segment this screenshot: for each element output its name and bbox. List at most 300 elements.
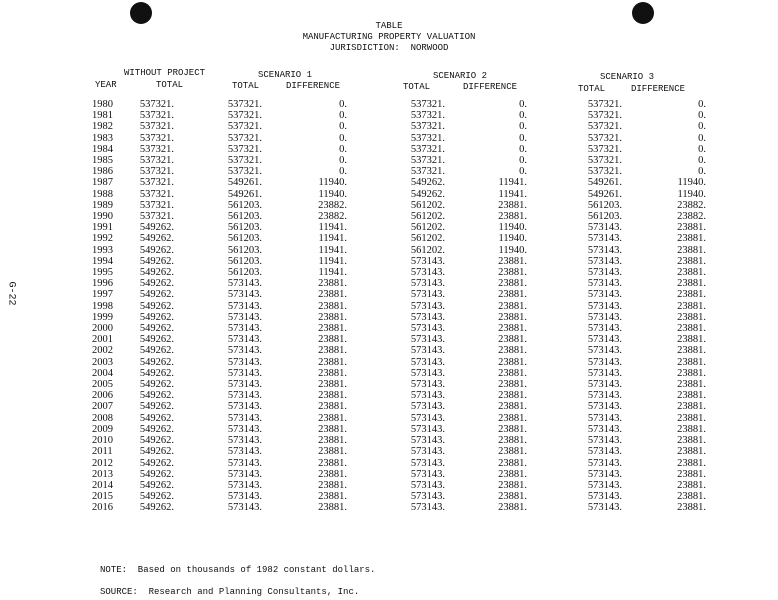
table-row [92, 502, 706, 513]
scenario-2-total-cell: 573143. [410, 401, 445, 413]
scenario-2-difference-cell: 0. [519, 166, 527, 178]
year-cell: 1981 [92, 110, 113, 122]
scenario-3-difference-cell: 23881. [677, 244, 706, 256]
scenario-1-total-cell: 537321. [227, 99, 262, 110]
year-cell: 1988 [92, 188, 113, 200]
scenario-1-total-cell: 537321. [227, 166, 262, 178]
table-row [92, 99, 706, 110]
scenario-3-total-cell: 573143. [587, 390, 622, 402]
scenario-1-difference-cell: 0. [339, 166, 347, 178]
table-row [92, 424, 706, 435]
scenario-3-total-cell: 537321. [587, 110, 622, 122]
without-project-total-cell: 549262. [139, 479, 174, 491]
table-row [92, 245, 706, 256]
scenario-3-total-cell: 537321. [587, 143, 622, 155]
jurisdiction-label: JURISDICTION: NORWOOD [329, 43, 449, 53]
year-cell: 1996 [92, 278, 113, 290]
header-scenario-3: SCENARIO 3 [600, 72, 655, 82]
table-row [92, 446, 706, 457]
scenario-2-difference-cell: 23881. [498, 446, 527, 458]
scenario-2-total-cell: 537321. [410, 121, 445, 133]
scenario-2-difference-cell: 23881. [498, 323, 527, 335]
scenario-3-total-cell: 561203. [587, 199, 622, 211]
scenario-2-total-cell: 573143. [410, 311, 445, 323]
scenario-2-difference-cell: 11940. [498, 244, 527, 256]
scenario-1-total-cell: 561203. [227, 255, 262, 267]
header-scenario-3-difference: DIFFERENCE [631, 84, 686, 94]
table-row [92, 121, 706, 132]
without-project-total-cell: 549262. [139, 222, 174, 234]
scenario-3-difference-cell: 23881. [677, 222, 706, 234]
scenario-3-difference-cell: 23881. [677, 233, 706, 245]
year-cell: 1987 [92, 177, 113, 189]
without-project-total-cell: 537321. [139, 188, 174, 200]
table-row [92, 334, 706, 345]
scenario-3-total-cell: 573143. [587, 457, 622, 469]
scenario-2-difference-cell: 0. [519, 99, 527, 110]
scenario-2-total-cell: 537321. [410, 110, 445, 122]
scenario-3-difference-cell: 0. [698, 99, 706, 110]
table-row [92, 491, 706, 502]
scenario-2-difference-cell: 23881. [498, 255, 527, 267]
scenario-3-difference-cell: 23881. [677, 457, 706, 469]
scenario-3-difference-cell: 23881. [677, 367, 706, 379]
table-row [92, 289, 706, 300]
table-row [92, 177, 706, 188]
scenario-1-difference-cell: 11941. [318, 255, 347, 267]
scenario-1-total-cell: 549261. [227, 177, 262, 189]
table-title-block [0, 21, 778, 54]
scenario-2-total-cell: 573143. [410, 435, 445, 447]
scenario-2-total-cell: 573143. [410, 468, 445, 480]
year-cell: 2004 [92, 367, 113, 379]
scenario-3-difference-cell: 23881. [677, 435, 706, 447]
year-cell: 2002 [92, 345, 113, 357]
scenario-3-difference-cell: 23881. [677, 345, 706, 357]
scenario-1-difference-cell: 11940. [318, 177, 347, 189]
year-cell: 2011 [92, 446, 113, 458]
scenario-1-total-cell: 561203. [227, 211, 262, 223]
year-cell: 2010 [92, 435, 113, 447]
scenario-2-total-cell: 561202. [410, 211, 445, 223]
without-project-total-cell: 537321. [139, 121, 174, 133]
scenario-3-total-cell: 573143. [587, 233, 622, 245]
without-project-total-cell: 549262. [139, 491, 174, 503]
scenario-2-total-cell: 573143. [410, 267, 445, 279]
scenario-1-difference-cell: 23881. [318, 446, 347, 458]
scenario-2-difference-cell: 23881. [498, 311, 527, 323]
without-project-total-cell: 549262. [139, 356, 174, 368]
scenario-3-total-cell: 537321. [587, 155, 622, 167]
scenario-3-total-cell: 549261. [587, 177, 622, 189]
scenario-3-total-cell: 573143. [587, 479, 622, 491]
scenario-1-difference-cell: 23881. [318, 468, 347, 480]
scenario-2-total-cell: 573143. [410, 300, 445, 312]
scenario-1-total-cell: 561203. [227, 244, 262, 256]
year-cell: 1986 [92, 166, 113, 178]
scenario-2-total-cell: 573143. [410, 367, 445, 379]
note-text: NOTE: Based on thousands of 1982 constant dollars. [100, 565, 376, 575]
year-cell: 2014 [92, 479, 113, 491]
scenario-3-difference-cell: 23881. [677, 278, 706, 290]
table-row [92, 144, 706, 155]
scenario-3-difference-cell: 23882. [677, 211, 706, 223]
scenario-1-difference-cell: 23881. [318, 390, 347, 402]
scenario-2-difference-cell: 0. [519, 110, 527, 122]
scenario-3-total-cell: 573143. [587, 356, 622, 368]
table-row [92, 133, 706, 144]
scenario-1-difference-cell: 23881. [318, 479, 347, 491]
scenario-1-total-cell: 573143. [227, 289, 262, 301]
scenario-2-total-cell: 549262. [410, 188, 445, 200]
table-subtitle: MANUFACTURING PROPERTY VALUATION [302, 32, 476, 42]
scenario-3-difference-cell: 0. [698, 132, 706, 144]
year-cell: 1984 [92, 143, 113, 155]
scenario-3-total-cell: 573143. [587, 255, 622, 267]
scenario-1-difference-cell: 23881. [318, 457, 347, 469]
year-cell: 2016 [92, 502, 113, 514]
scenario-3-difference-cell: 11940. [677, 188, 706, 200]
scenario-1-total-cell: 561203. [227, 222, 262, 234]
scenario-2-difference-cell: 23881. [498, 479, 527, 491]
scenario-2-difference-cell: 23881. [498, 278, 527, 290]
table-row [92, 323, 706, 334]
scenario-2-total-cell: 537321. [410, 99, 445, 110]
header-scenario-2: SCENARIO 2 [433, 71, 488, 81]
scenario-1-total-cell: 561203. [227, 199, 262, 211]
scenario-3-difference-cell: 0. [698, 166, 706, 178]
scenario-3-total-cell: 573143. [587, 289, 622, 301]
scenario-1-difference-cell: 0. [339, 132, 347, 144]
scenario-1-difference-cell: 11941. [318, 267, 347, 279]
without-project-total-cell: 549262. [139, 502, 174, 514]
year-cell: 1992 [92, 233, 113, 245]
scenario-2-difference-cell: 23881. [498, 345, 527, 357]
year-cell: 1994 [92, 255, 113, 267]
scenario-1-total-cell: 573143. [227, 479, 262, 491]
table-row [92, 267, 706, 278]
scenario-1-difference-cell: 11941. [318, 222, 347, 234]
scenario-2-total-cell: 573143. [410, 278, 445, 290]
scenario-2-total-cell: 573143. [410, 289, 445, 301]
year-cell: 1993 [92, 244, 113, 256]
scenario-2-total-cell: 573143. [410, 479, 445, 491]
scenario-1-difference-cell: 23882. [318, 199, 347, 211]
table-title: TABLE [375, 21, 403, 31]
source-text: SOURCE: Research and Planning Consultants, Inc. [100, 587, 360, 597]
scenario-2-total-cell: 537321. [410, 132, 445, 144]
scenario-3-total-cell: 573143. [587, 334, 622, 346]
scenario-3-difference-cell: 23881. [677, 379, 706, 391]
scenario-3-total-cell: 573143. [587, 367, 622, 379]
scenario-1-total-cell: 573143. [227, 401, 262, 413]
table-row [92, 222, 706, 233]
scenario-1-difference-cell: 23881. [318, 491, 347, 503]
without-project-total-cell: 537321. [139, 110, 174, 122]
scenario-3-difference-cell: 0. [698, 155, 706, 167]
without-project-total-cell: 549262. [139, 379, 174, 391]
scenario-2-difference-cell: 23881. [498, 457, 527, 469]
scenario-1-difference-cell: 23881. [318, 334, 347, 346]
scenario-1-total-cell: 573143. [227, 423, 262, 435]
year-cell: 1989 [92, 199, 113, 211]
without-project-total-cell: 549262. [139, 401, 174, 413]
scenario-2-total-cell: 573143. [410, 334, 445, 346]
without-project-total-cell: 537321. [139, 143, 174, 155]
table-row [92, 480, 706, 491]
scenario-2-total-cell: 573143. [410, 379, 445, 391]
scenario-3-total-cell: 573143. [587, 491, 622, 503]
header-scenario-1-total: TOTAL [232, 81, 260, 91]
table-row [92, 200, 706, 211]
scenario-1-difference-cell: 11941. [318, 233, 347, 245]
without-project-total-cell: 549262. [139, 435, 174, 447]
scenario-1-total-cell: 561203. [227, 233, 262, 245]
scenario-2-total-cell: 573143. [410, 423, 445, 435]
table-row [92, 401, 706, 412]
table-row [92, 413, 706, 424]
scenario-1-difference-cell: 0. [339, 110, 347, 122]
scenario-3-difference-cell: 23881. [677, 423, 706, 435]
scenario-1-difference-cell: 0. [339, 143, 347, 155]
scenario-3-total-cell: 573143. [587, 423, 622, 435]
without-project-total-cell: 549262. [139, 278, 174, 290]
scenario-3-difference-cell: 23881. [677, 255, 706, 267]
scenario-3-total-cell: 573143. [587, 446, 622, 458]
scenario-1-total-cell: 537321. [227, 155, 262, 167]
scenario-1-difference-cell: 23881. [318, 345, 347, 357]
scenario-3-difference-cell: 23881. [677, 267, 706, 279]
scenario-2-total-cell: 573143. [410, 412, 445, 424]
scenario-2-difference-cell: 23881. [498, 468, 527, 480]
year-cell: 2009 [92, 423, 113, 435]
scenario-1-total-cell: 573143. [227, 323, 262, 335]
scenario-1-total-cell: 549261. [227, 188, 262, 200]
scenario-3-total-cell: 573143. [587, 323, 622, 335]
scenario-1-total-cell: 573143. [227, 345, 262, 357]
scenario-2-difference-cell: 23881. [498, 401, 527, 413]
scenario-2-difference-cell: 23881. [498, 367, 527, 379]
year-cell: 2013 [92, 468, 113, 480]
header-without-project-total: TOTAL [156, 80, 184, 90]
scenario-1-total-cell: 573143. [227, 278, 262, 290]
table-row [92, 233, 706, 244]
scenario-3-total-cell: 573143. [587, 379, 622, 391]
scenario-3-difference-cell: 0. [698, 110, 706, 122]
scenario-3-difference-cell: 23881. [677, 502, 706, 514]
scenario-1-difference-cell: 23881. [318, 435, 347, 447]
without-project-total-cell: 537321. [139, 199, 174, 211]
without-project-total-cell: 549262. [139, 457, 174, 469]
scenario-3-total-cell: 573143. [587, 300, 622, 312]
table-row [92, 312, 706, 323]
scenario-2-difference-cell: 0. [519, 155, 527, 167]
scenario-3-difference-cell: 23882. [677, 199, 706, 211]
year-cell: 1982 [92, 121, 113, 133]
scenario-1-total-cell: 573143. [227, 311, 262, 323]
scenario-2-difference-cell: 23881. [498, 289, 527, 301]
scenario-2-difference-cell: 23881. [498, 423, 527, 435]
scenario-2-total-cell: 561202. [410, 233, 445, 245]
year-cell: 2006 [92, 390, 113, 402]
scenario-2-difference-cell: 11941. [498, 177, 527, 189]
header-scenario-1: SCENARIO 1 [258, 70, 313, 80]
scenario-3-total-cell: 549261. [587, 188, 622, 200]
scenario-1-total-cell: 573143. [227, 334, 262, 346]
year-cell: 2000 [92, 323, 113, 335]
scenario-3-difference-cell: 0. [698, 121, 706, 133]
scenario-2-difference-cell: 23881. [498, 379, 527, 391]
scenario-1-total-cell: 573143. [227, 356, 262, 368]
scenario-2-difference-cell: 23881. [498, 199, 527, 211]
year-cell: 2007 [92, 401, 113, 413]
scenario-1-difference-cell: 11940. [318, 188, 347, 200]
table-row [92, 256, 706, 267]
scenario-2-difference-cell: 23881. [498, 390, 527, 402]
scenario-1-difference-cell: 23881. [318, 379, 347, 391]
scenario-2-difference-cell: 23881. [498, 356, 527, 368]
without-project-total-cell: 537321. [139, 211, 174, 223]
header-year: YEAR [95, 80, 117, 90]
scenario-3-total-cell: 573143. [587, 244, 622, 256]
scenario-3-difference-cell: 0. [698, 143, 706, 155]
scenario-2-difference-cell: 23881. [498, 300, 527, 312]
page-number: G-22 [5, 281, 17, 306]
without-project-total-cell: 537321. [139, 132, 174, 144]
without-project-total-cell: 549262. [139, 412, 174, 424]
scenario-1-total-cell: 573143. [227, 379, 262, 391]
scenario-2-total-cell: 573143. [410, 390, 445, 402]
scenario-2-total-cell: 573143. [410, 323, 445, 335]
table-row [92, 469, 706, 480]
scenario-3-total-cell: 537321. [587, 132, 622, 144]
without-project-total-cell: 549262. [139, 468, 174, 480]
scenario-1-difference-cell: 23881. [318, 356, 347, 368]
scenario-2-difference-cell: 23881. [498, 491, 527, 503]
scenario-1-total-cell: 573143. [227, 502, 262, 514]
table-row [92, 345, 706, 356]
scenario-1-difference-cell: 23881. [318, 300, 347, 312]
without-project-total-cell: 537321. [139, 177, 174, 189]
scenario-3-total-cell: 573143. [587, 311, 622, 323]
without-project-total-cell: 549262. [139, 255, 174, 267]
scenario-1-total-cell: 573143. [227, 446, 262, 458]
valuation-table-body [92, 99, 706, 514]
scenario-1-difference-cell: 11941. [318, 244, 347, 256]
scenario-3-difference-cell: 23881. [677, 300, 706, 312]
scenario-2-total-cell: 561202. [410, 222, 445, 234]
scenario-2-total-cell: 537321. [410, 155, 445, 167]
scenario-2-total-cell: 561202. [410, 199, 445, 211]
scenario-2-difference-cell: 23881. [498, 211, 527, 223]
scenario-3-difference-cell: 23881. [677, 390, 706, 402]
scenario-2-total-cell: 561202. [410, 244, 445, 256]
without-project-total-cell: 549262. [139, 446, 174, 458]
table-row [92, 357, 706, 368]
scenario-3-total-cell: 537321. [587, 121, 622, 133]
scenario-3-total-cell: 573143. [587, 401, 622, 413]
year-cell: 2003 [92, 356, 113, 368]
year-cell: 1998 [92, 300, 113, 312]
scenario-3-difference-cell: 23881. [677, 334, 706, 346]
scenario-1-total-cell: 537321. [227, 132, 262, 144]
without-project-total-cell: 549262. [139, 345, 174, 357]
table-row [92, 155, 706, 166]
scenario-3-total-cell: 573143. [587, 435, 622, 447]
scenario-3-total-cell: 573143. [587, 267, 622, 279]
table-row [92, 211, 706, 222]
scenario-3-difference-cell: 23881. [677, 491, 706, 503]
without-project-total-cell: 549262. [139, 334, 174, 346]
scenario-2-difference-cell: 0. [519, 132, 527, 144]
scenario-2-difference-cell: 11941. [498, 188, 527, 200]
scenario-3-difference-cell: 11940. [677, 177, 706, 189]
table-row [92, 458, 706, 469]
without-project-total-cell: 537321. [139, 99, 174, 110]
scenario-2-difference-cell: 11940. [498, 233, 527, 245]
scenario-1-difference-cell: 0. [339, 155, 347, 167]
scenario-1-difference-cell: 23881. [318, 401, 347, 413]
table-row [92, 189, 706, 200]
scenario-3-difference-cell: 23881. [677, 401, 706, 413]
table-row [92, 379, 706, 390]
year-cell: 1983 [92, 132, 113, 144]
scenario-1-total-cell: 573143. [227, 390, 262, 402]
scenario-2-difference-cell: 23881. [498, 334, 527, 346]
scenario-3-total-cell: 573143. [587, 502, 622, 514]
scenario-3-total-cell: 537321. [587, 99, 622, 110]
without-project-total-cell: 549262. [139, 289, 174, 301]
scenario-2-total-cell: 573143. [410, 502, 445, 514]
year-cell: 1997 [92, 289, 113, 301]
scenario-1-difference-cell: 23881. [318, 423, 347, 435]
scenario-3-difference-cell: 23881. [677, 311, 706, 323]
year-cell: 2005 [92, 379, 113, 391]
table-row [92, 368, 706, 379]
scenario-1-total-cell: 561203. [227, 267, 262, 279]
scenario-2-difference-cell: 0. [519, 143, 527, 155]
scenario-2-total-cell: 549262. [410, 177, 445, 189]
year-cell: 2012 [92, 457, 113, 469]
table-row [92, 301, 706, 312]
scenario-1-difference-cell: 23881. [318, 278, 347, 290]
without-project-total-cell: 549262. [139, 367, 174, 379]
scenario-3-total-cell: 561203. [587, 211, 622, 223]
scenario-1-total-cell: 573143. [227, 435, 262, 447]
scenario-1-total-cell: 573143. [227, 412, 262, 424]
scenario-1-difference-cell: 23882. [318, 211, 347, 223]
scenario-1-total-cell: 573143. [227, 300, 262, 312]
valuation-table [92, 99, 706, 514]
year-cell: 1995 [92, 267, 113, 279]
scenario-1-difference-cell: 23881. [318, 311, 347, 323]
scenario-2-total-cell: 537321. [410, 166, 445, 178]
scenario-2-difference-cell: 0. [519, 121, 527, 133]
table-row [92, 110, 706, 121]
without-project-total-cell: 549262. [139, 311, 174, 323]
table-row [92, 435, 706, 446]
without-project-total-cell: 549262. [139, 300, 174, 312]
without-project-total-cell: 549262. [139, 423, 174, 435]
scenario-1-difference-cell: 0. [339, 99, 347, 110]
header-scenario-2-difference: DIFFERENCE [463, 82, 518, 92]
without-project-total-cell: 549262. [139, 244, 174, 256]
header-without-project: WITHOUT PROJECT [124, 68, 206, 78]
header-scenario-1-difference: DIFFERENCE [286, 81, 341, 91]
scenario-1-total-cell: 537321. [227, 121, 262, 133]
scenario-2-difference-cell: 23881. [498, 412, 527, 424]
scenario-3-total-cell: 537321. [587, 166, 622, 178]
